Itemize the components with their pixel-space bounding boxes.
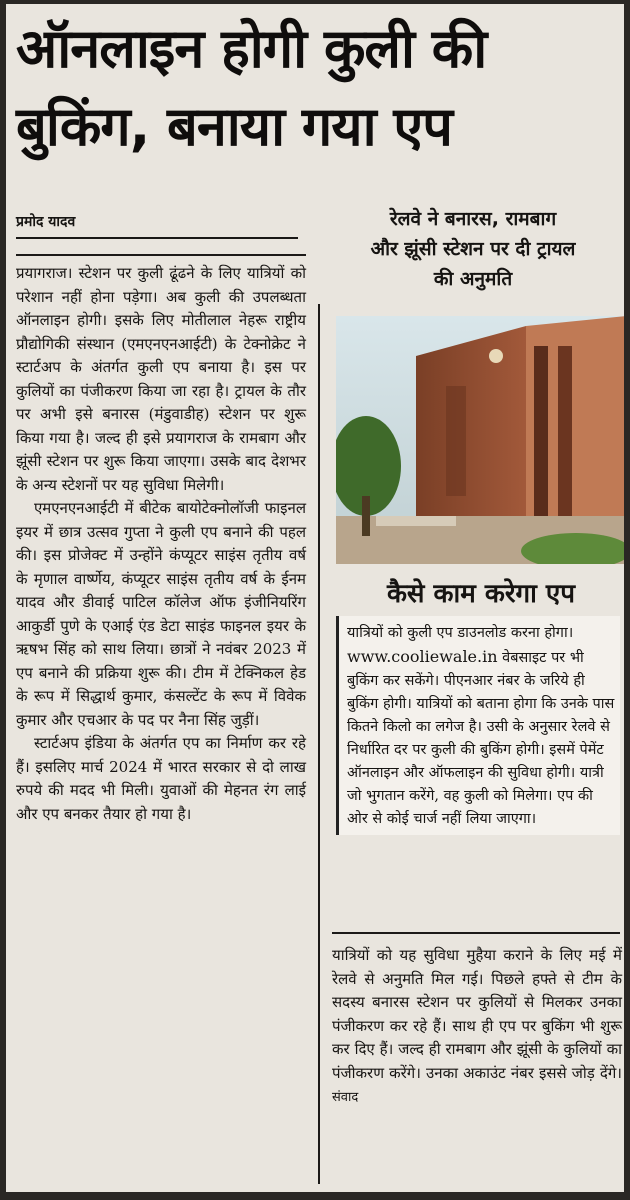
credit: संवाद — [332, 1090, 359, 1105]
box-text-before-url: यात्रियों को कुली एप डाउनलोड करना होगा। — [347, 625, 574, 641]
how-it-works-box — [336, 616, 620, 835]
building-illustration — [336, 316, 624, 564]
subheadline-line-3: की अनुमति — [433, 268, 513, 290]
column-divider — [318, 304, 320, 1184]
headline — [16, 10, 616, 166]
right-paragraph-text: यात्रियों को यह सुविधा मुहैया कराने के लिए मई में रेलवे से अनुमति मिल गई। पिछले हफ्ते से टीम के सदस्य बनारस स्टेशन पर कुलियों से मिलकर उनका पंजीकरण कर रहे हैं। साथ ही एप पर बुकिंग भी शुरू कर दिए हैं। जल्द ही रामबाग और झूंसी के कुलियों का पंजीकरण करेंगे। उनका अकाउंट नंबर इससे जोड़ देंगे। — [332, 946, 622, 1082]
article-paragraph-1: प्रयागराज। स्टेशन पर कुली ढूंढने के लिए यात्रियों को परेशान नहीं होना पड़ेगा। अब कुली की उपलब्धता ऑनलाइन होगी। इसके लिए मोतीलाल नेहरू राष्ट्रीय प्रौद्योगिकी संस्थान (एमएनएनआईटी) के टेक्नोक्रेट ने स्टार्टअप के अंतर्गत कुली एप बनाया है। इस पर कुलियों का पंजीकरण किया जा रहा है। ट्रायल के तौर पर अभी इसे बनारस (मंडुवाडीह) स्टेशन पर शुरू किया गया है। जल्द ही इसे प्रयागराज के रामबाग और झूंसी स्टेशन पर शुरू किया जाएगा। उसके बाद देशभर के अन्य स्टेशनों पर यह सुविधा मिलेगी। — [16, 264, 306, 494]
main-article-column — [16, 262, 306, 826]
right-article-column — [332, 944, 622, 1110]
subheadline — [328, 204, 618, 294]
how-it-works-heading: कैसे काम करेगा एप — [386, 579, 576, 609]
article-paragraph-3: स्टार्टअप इंडिया के अंतर्गत एप का निर्माण कर रहे हैं। इसलिए मार्च 2024 में भारत सरकार से दो लाख रुपये की मदद भी मिली। युवाओं की मेहनत रंग लाई और एप बनकर तैयार हो गया है। — [16, 734, 306, 823]
building-photo — [336, 316, 624, 564]
subheadline-line-2: और झूंसी स्टेशन पर दी ट्रायल — [370, 238, 576, 260]
headline-line-1: ऑनलाइन होगी कुली की — [16, 17, 487, 80]
box-text-after-url: वेबसाइट पर भी बुकिंग कर सकेंगे। पीएनआर नंबर के जरिये ही बुकिंग होगी। यात्रियों को बताना होगा कि उनके पास कितने किलो का लगेज है। उसी के अनुसार रेलवे से निर्धारित दर पर कुली की बुकिंग होगी। इसमें पेमेंट ऑनलाइन और ऑफलाइन की सुविधा होगी। यात्री जो भुगतान करेंगे, वह कुली को मिलेगा। एप की ओर से कोई चार्ज नहीं लिया जाएगा। — [347, 650, 615, 827]
column-rule-top — [16, 254, 306, 256]
website-url[interactable]: www.cooliewale.in — [347, 647, 498, 666]
subheadline-line-1: रेलवे ने बनारस, रामबाग — [389, 208, 557, 230]
newspaper-clipping — [6, 4, 624, 1192]
article-paragraph-2: एमएनएनआईटी में बीटेक बायोटेक्नोलॉजी फाइनल इयर में छात्र उत्सव गुप्ता ने कुली एप बनाने की पहल की। इस प्रोजेक्ट में उन्होंने कंप्यूटर साइंस तृतीय वर्ष के मृणाल वार्ष्णेय, कंप्यूटर साइंस तृतीय वर्ष के ईनम यादव और डीवाई पाटिल कॉलेज ऑफ इंजीनियरिंग आकुर्डी पुणे के एआई एंड डेटा साइंड फाइनल इयर के ऋषभ सिंह को साथ लिया। छात्रों ने नवंबर 2023 में एप बनाने की प्रक्रिया शुरू की। टीम में टेक्निकल हेड के रूप में सिद्धार्थ कुमार, कंसल्टेंट के रूप में विवेक कुमार और एचआर के पद पर नैना सिंह जुड़ीं। — [16, 499, 306, 729]
box-bottom-rule — [332, 932, 620, 934]
right-paragraph — [332, 944, 622, 1110]
how-it-works-text — [347, 622, 616, 831]
headline-line-2: बुकिंग, बनाया गया एप — [16, 95, 452, 158]
byline: प्रमोद यादव — [16, 212, 298, 239]
